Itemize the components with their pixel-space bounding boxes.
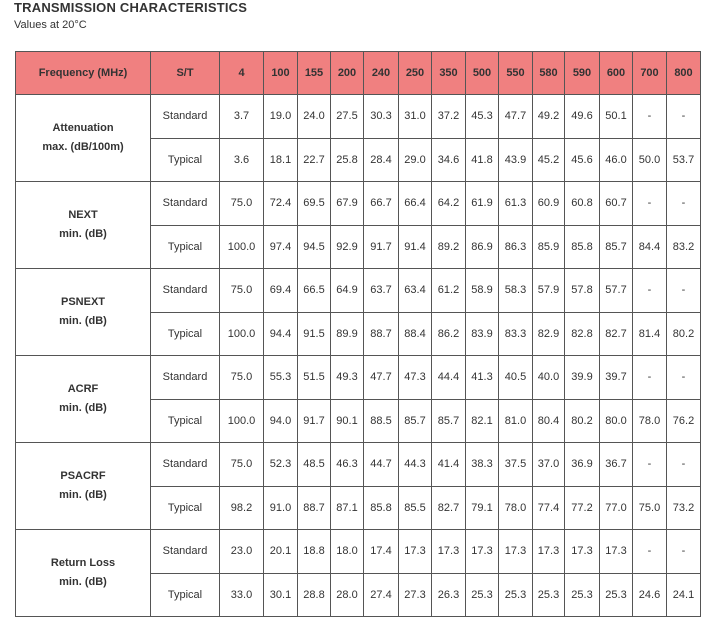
value-cell: 39.7 <box>600 356 633 400</box>
value-cell: 23.0 <box>220 530 264 574</box>
value-cell: 91.7 <box>364 225 399 269</box>
st-cell: Standard <box>151 95 220 139</box>
group-label-line2: min. (dB) <box>59 576 107 588</box>
value-cell: 94.5 <box>298 225 331 269</box>
group-label-line1: ACRF <box>67 383 99 395</box>
value-cell: 94.0 <box>264 399 298 443</box>
value-cell: 61.3 <box>499 182 533 226</box>
group-label-line2: min. (dB) <box>59 402 107 414</box>
value-cell: 82.7 <box>432 486 466 530</box>
value-cell: 46.0 <box>600 138 633 182</box>
value-cell: 82.8 <box>565 312 600 356</box>
value-cell: 77.2 <box>565 486 600 530</box>
value-cell: 25.3 <box>533 573 565 617</box>
value-cell: 100.0 <box>220 399 264 443</box>
value-cell: 49.2 <box>533 95 565 139</box>
value-cell: 77.0 <box>600 486 633 530</box>
value-cell: 46.3 <box>331 443 364 487</box>
value-cell: 88.7 <box>298 486 331 530</box>
group-label <box>16 182 151 269</box>
header-frequency-250: 250 <box>399 52 432 95</box>
value-cell: 43.9 <box>499 138 533 182</box>
value-cell: 30.1 <box>264 573 298 617</box>
st-cell: Standard <box>151 269 220 313</box>
value-cell: 41.8 <box>466 138 499 182</box>
value-cell: 44.7 <box>364 443 399 487</box>
value-cell: 49.6 <box>565 95 600 139</box>
value-cell: 44.4 <box>432 356 466 400</box>
group-label <box>16 95 151 182</box>
value-cell: 17.3 <box>499 530 533 574</box>
value-cell: 87.1 <box>331 486 364 530</box>
header-frequency-240: 240 <box>364 52 399 95</box>
value-cell: 81.0 <box>499 399 533 443</box>
value-cell: 45.2 <box>533 138 565 182</box>
value-cell: - <box>633 95 667 139</box>
value-cell: - <box>633 182 667 226</box>
st-cell: Standard <box>151 356 220 400</box>
page-subtitle: Values at 20°C <box>14 19 87 31</box>
value-cell: 75.0 <box>633 486 667 530</box>
value-cell: 97.4 <box>264 225 298 269</box>
value-cell: 89.2 <box>432 225 466 269</box>
value-cell: 61.2 <box>432 269 466 313</box>
value-cell: 18.0 <box>331 530 364 574</box>
value-cell: 90.1 <box>331 399 364 443</box>
value-cell: 63.7 <box>364 269 399 313</box>
value-cell: 88.4 <box>399 312 432 356</box>
value-cell: 88.5 <box>364 399 399 443</box>
value-cell: 82.1 <box>466 399 499 443</box>
value-cell: 91.0 <box>264 486 298 530</box>
value-cell: - <box>667 182 701 226</box>
value-cell: 85.8 <box>364 486 399 530</box>
table-header-row <box>16 52 701 95</box>
value-cell: 17.3 <box>533 530 565 574</box>
value-cell: 25.8 <box>331 138 364 182</box>
value-cell: - <box>633 269 667 313</box>
value-cell: 57.8 <box>565 269 600 313</box>
table-row <box>16 95 701 139</box>
header-st: S/T <box>151 52 220 95</box>
st-cell: Typical <box>151 486 220 530</box>
value-cell: 81.4 <box>633 312 667 356</box>
header-frequency-500: 500 <box>466 52 499 95</box>
value-cell: - <box>667 95 701 139</box>
value-cell: 66.4 <box>399 182 432 226</box>
value-cell: 61.9 <box>466 182 499 226</box>
value-cell: 34.6 <box>432 138 466 182</box>
value-cell: 57.7 <box>600 269 633 313</box>
value-cell: 25.3 <box>499 573 533 617</box>
group-label-line2: min. (dB) <box>59 228 107 240</box>
value-cell: 45.6 <box>565 138 600 182</box>
value-cell: 30.3 <box>364 95 399 139</box>
header-frequency-100: 100 <box>264 52 298 95</box>
value-cell: 67.9 <box>331 182 364 226</box>
header-frequency-4: 4 <box>220 52 264 95</box>
value-cell: 76.2 <box>667 399 701 443</box>
value-cell: 80.0 <box>600 399 633 443</box>
value-cell: 36.7 <box>600 443 633 487</box>
value-cell: 85.5 <box>399 486 432 530</box>
value-cell: 40.0 <box>533 356 565 400</box>
st-cell: Standard <box>151 530 220 574</box>
value-cell: 45.3 <box>466 95 499 139</box>
st-cell: Typical <box>151 573 220 617</box>
value-cell: 85.7 <box>600 225 633 269</box>
value-cell: 88.7 <box>364 312 399 356</box>
value-cell: 47.3 <box>399 356 432 400</box>
group-label-line1: Attenuation <box>52 122 114 134</box>
value-cell: 75.0 <box>220 182 264 226</box>
value-cell: 91.7 <box>298 399 331 443</box>
st-cell: Standard <box>151 182 220 226</box>
value-cell: 72.4 <box>264 182 298 226</box>
value-cell: 91.4 <box>399 225 432 269</box>
group-label <box>16 443 151 530</box>
group-label-line1: Return Loss <box>50 557 116 569</box>
table-row <box>16 443 701 487</box>
value-cell: 66.7 <box>364 182 399 226</box>
value-cell: 33.0 <box>220 573 264 617</box>
value-cell: 36.9 <box>565 443 600 487</box>
value-cell: 18.8 <box>298 530 331 574</box>
value-cell: 55.3 <box>264 356 298 400</box>
value-cell: 85.7 <box>399 399 432 443</box>
value-cell: 83.3 <box>499 312 533 356</box>
st-cell: Typical <box>151 399 220 443</box>
value-cell: 28.0 <box>331 573 364 617</box>
value-cell: 19.0 <box>264 95 298 139</box>
value-cell: 85.8 <box>565 225 600 269</box>
value-cell: 57.9 <box>533 269 565 313</box>
value-cell: - <box>667 269 701 313</box>
group-label-line1: PSACRF <box>60 470 106 482</box>
header-frequency-550: 550 <box>499 52 533 95</box>
value-cell: 64.2 <box>432 182 466 226</box>
st-cell: Typical <box>151 312 220 356</box>
header-frequency-200: 200 <box>331 52 364 95</box>
value-cell: 100.0 <box>220 225 264 269</box>
value-cell: 17.4 <box>364 530 399 574</box>
value-cell: 51.5 <box>298 356 331 400</box>
value-cell: 37.2 <box>432 95 466 139</box>
value-cell: 24.0 <box>298 95 331 139</box>
value-cell: 49.3 <box>331 356 364 400</box>
value-cell: 3.7 <box>220 95 264 139</box>
value-cell: 25.3 <box>600 573 633 617</box>
value-cell: 60.8 <box>565 182 600 226</box>
value-cell: 77.4 <box>533 486 565 530</box>
group-label-line1: PSNEXT <box>60 296 105 308</box>
value-cell: 17.3 <box>565 530 600 574</box>
value-cell: 3.6 <box>220 138 264 182</box>
value-cell: 80.4 <box>533 399 565 443</box>
value-cell: 69.4 <box>264 269 298 313</box>
value-cell: 17.3 <box>432 530 466 574</box>
value-cell: 41.4 <box>432 443 466 487</box>
value-cell: 47.7 <box>499 95 533 139</box>
value-cell: 60.9 <box>533 182 565 226</box>
table-row <box>16 530 701 574</box>
value-cell: 40.5 <box>499 356 533 400</box>
value-cell: 66.5 <box>298 269 331 313</box>
value-cell: - <box>633 443 667 487</box>
value-cell: 91.5 <box>298 312 331 356</box>
value-cell: 58.3 <box>499 269 533 313</box>
group-label <box>16 530 151 617</box>
value-cell: 26.3 <box>432 573 466 617</box>
value-cell: 89.9 <box>331 312 364 356</box>
header-frequency-700: 700 <box>633 52 667 95</box>
header-frequency-580: 580 <box>533 52 565 95</box>
group-label-line2: max. (dB/100m) <box>42 141 124 153</box>
value-cell: 78.0 <box>499 486 533 530</box>
value-cell: 28.8 <box>298 573 331 617</box>
value-cell: - <box>633 356 667 400</box>
value-cell: 82.9 <box>533 312 565 356</box>
st-cell: Standard <box>151 443 220 487</box>
value-cell: 18.1 <box>264 138 298 182</box>
value-cell: 94.4 <box>264 312 298 356</box>
value-cell: 80.2 <box>565 399 600 443</box>
table-row <box>16 356 701 400</box>
value-cell: 24.1 <box>667 573 701 617</box>
value-cell: 48.5 <box>298 443 331 487</box>
st-cell: Typical <box>151 138 220 182</box>
value-cell: 75.0 <box>220 443 264 487</box>
value-cell: 86.2 <box>432 312 466 356</box>
value-cell: 85.9 <box>533 225 565 269</box>
header-frequency-800: 800 <box>667 52 701 95</box>
value-cell: 69.5 <box>298 182 331 226</box>
value-cell: 25.3 <box>466 573 499 617</box>
value-cell: 29.0 <box>399 138 432 182</box>
value-cell: 17.3 <box>466 530 499 574</box>
value-cell: - <box>667 530 701 574</box>
value-cell: 100.0 <box>220 312 264 356</box>
value-cell: 82.7 <box>600 312 633 356</box>
value-cell: 39.9 <box>565 356 600 400</box>
value-cell: 27.3 <box>399 573 432 617</box>
value-cell: 37.0 <box>533 443 565 487</box>
value-cell: 44.3 <box>399 443 432 487</box>
st-cell: Typical <box>151 225 220 269</box>
value-cell: 83.9 <box>466 312 499 356</box>
value-cell: 63.4 <box>399 269 432 313</box>
header-frequency-350: 350 <box>432 52 466 95</box>
value-cell: 28.4 <box>364 138 399 182</box>
group-label <box>16 356 151 443</box>
value-cell: 85.7 <box>432 399 466 443</box>
value-cell: 75.0 <box>220 269 264 313</box>
value-cell: 22.7 <box>298 138 331 182</box>
transmission-table <box>15 51 701 617</box>
group-label-line1: NEXT <box>68 209 98 221</box>
value-cell: 50.1 <box>600 95 633 139</box>
value-cell: 86.3 <box>499 225 533 269</box>
value-cell: 64.9 <box>331 269 364 313</box>
group-label-line2: min. (dB) <box>59 489 107 501</box>
group-label-line2: min. (dB) <box>59 315 107 327</box>
value-cell: 84.4 <box>633 225 667 269</box>
value-cell: 73.2 <box>667 486 701 530</box>
value-cell: 37.5 <box>499 443 533 487</box>
value-cell: 53.7 <box>667 138 701 182</box>
value-cell: 24.6 <box>633 573 667 617</box>
value-cell: 20.1 <box>264 530 298 574</box>
header-frequency: Frequency (MHz) <box>16 52 151 95</box>
header-frequency-600: 600 <box>600 52 633 95</box>
value-cell: 79.1 <box>466 486 499 530</box>
value-cell: 80.2 <box>667 312 701 356</box>
value-cell: 50.0 <box>633 138 667 182</box>
value-cell: 17.3 <box>399 530 432 574</box>
value-cell: 41.3 <box>466 356 499 400</box>
table-body <box>16 95 701 617</box>
value-cell: - <box>667 356 701 400</box>
header-frequency-155: 155 <box>298 52 331 95</box>
value-cell: 52.3 <box>264 443 298 487</box>
value-cell: 83.2 <box>667 225 701 269</box>
value-cell: 27.4 <box>364 573 399 617</box>
value-cell: 92.9 <box>331 225 364 269</box>
value-cell: 78.0 <box>633 399 667 443</box>
value-cell: 58.9 <box>466 269 499 313</box>
value-cell: 31.0 <box>399 95 432 139</box>
value-cell: 75.0 <box>220 356 264 400</box>
value-cell: - <box>667 443 701 487</box>
page-title: TRANSMISSION CHARACTERISTICS <box>14 0 248 15</box>
value-cell: 98.2 <box>220 486 264 530</box>
value-cell: 60.7 <box>600 182 633 226</box>
table-row <box>16 269 701 313</box>
value-cell: 25.3 <box>565 573 600 617</box>
table-row <box>16 182 701 226</box>
value-cell: 27.5 <box>331 95 364 139</box>
value-cell: 47.7 <box>364 356 399 400</box>
value-cell: 86.9 <box>466 225 499 269</box>
header-frequency-590: 590 <box>565 52 600 95</box>
value-cell: 38.3 <box>466 443 499 487</box>
value-cell: - <box>633 530 667 574</box>
value-cell: 17.3 <box>600 530 633 574</box>
group-label <box>16 269 151 356</box>
